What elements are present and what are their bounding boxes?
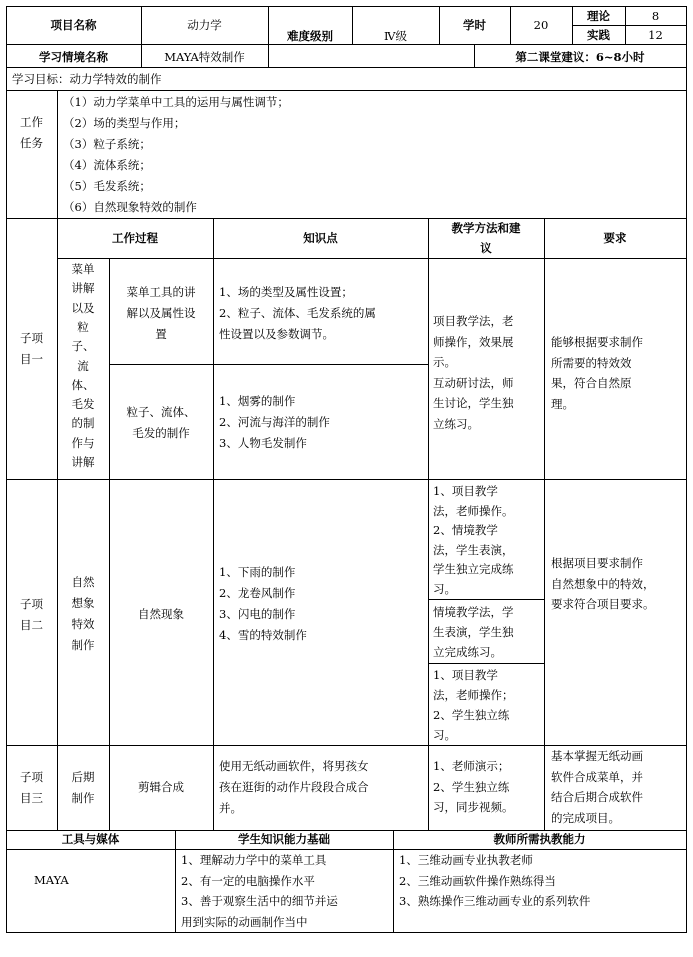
sub1-process-line: 作与 [71,435,95,450]
sub1-process-line: 粒 [77,319,89,334]
col-process-header: 工作过程 [112,231,158,245]
sub1-row1-knowledge-line: 性设置以及参数调节。 [219,327,334,341]
sub2-knowledge-line: 4、雪的特效制作 [219,628,307,642]
sub1-method-line: 互动研讨法，师 [433,375,514,390]
sub1-method-line: 师操作，效果展 [433,334,514,349]
sub3-process-line: 制作 [71,791,95,805]
sub3-knowledge-line: 孩在逛街的动作片段段合成合 [219,780,369,794]
sub3-task: 剪辑合成 [138,780,184,794]
tasks-label-line1: 工作 [20,115,43,129]
sub3-process-line: 后期 [71,770,95,784]
sub1-label-line1: 子项 [20,331,43,345]
sub1-label-line2: 目一 [20,352,43,366]
practice-hours: 12 [648,28,663,42]
sub1-row2-knowledge-line: 1、烟雾的制作 [219,394,296,408]
basis-item-line: 2、有一定的电脑操作水平 [181,873,315,888]
sub1-row1-task-line: 置 [155,327,167,341]
sub1-process-line: 讲解 [71,455,95,469]
sub1-process-line: 毛发 [71,397,95,412]
sub2-method2-line: 生表演，学生独 [433,625,514,639]
col-requirement-header: 要求 [603,231,627,245]
sub2-knowledge-line: 2、龙卷风制作 [219,586,296,600]
sub2-process-line: 自然 [71,575,95,589]
sub2-method3-line: 习。 [433,728,456,742]
sub2-knowledge-line: 3、闪电的制作 [219,607,296,621]
sub1-row2-task-line: 粒子、流体、 [126,405,196,419]
context-label: 学习情境名称 [39,50,108,64]
sub3-requirement-line: 的完成项目。 [551,810,620,825]
sub2-label-line2: 目二 [20,618,43,632]
course-plan-table [6,6,687,933]
sub3-label-line1: 子项 [20,770,43,784]
project-name-label: 项目名称 [50,18,97,32]
sub2-task: 自然现象 [138,607,184,621]
sub2-method1-line: 2、情境教学 [433,523,498,537]
sub3-method-line: 习，同步视频。 [433,800,514,814]
sub3-label-line2: 目三 [20,791,43,805]
practice-label: 实践 [587,28,610,42]
sub2-method3-line: 1、项目教学 [433,668,498,682]
sub2-requirement-line: 自然想象中的特效， [551,576,655,591]
teacher-label: 教师所需执教能力 [493,832,586,846]
sub3-method-line: 1、老师演示； [433,759,510,773]
sub1-requirement-line: 理。 [551,396,574,411]
sub2-label-line1: 子项 [20,597,43,611]
sub1-process-line: 子、 [71,339,95,354]
sub3-requirement-line: 结合后期合成软件 [551,790,643,804]
sub2-method1-line: 法，学生表演， [433,542,514,557]
sub1-row1-task-line: 解以及属性设 [126,306,196,320]
sub1-requirement-line: 所需要的特效效 [551,355,632,370]
border-right [686,6,687,933]
teacher-item-line: 1、三维动画专业执教老师 [399,853,533,867]
col-method-header-line1: 教学方法和建 [451,221,521,235]
sub1-method-line: 立练习。 [433,416,479,431]
task-item-line: （6）自然现象特效的制作 [63,200,197,214]
tasks-label-line2: 任务 [20,136,43,150]
sub2-method2-line: 立完成练习。 [433,645,502,659]
sub3-requirement-line: 基本掌握无纸动画 [551,749,643,763]
second-class-suggestion: 第二课堂建议：6~8小时 [515,50,645,64]
sub2-process-line: 制作 [71,638,95,652]
col-knowledge-header: 知识点 [303,231,338,245]
teacher-item-line: 2、三维动画软件操作熟练得当 [399,873,556,888]
basis-item-line: 3、善于观察生活中的细节并运 [181,894,338,908]
teacher-item-line: 3、熟练操作三维动画专业的系列软件 [399,894,591,908]
sub1-row2-knowledge-line: 2、河流与海洋的制作 [219,415,330,429]
sub1-method-line: 项目教学法，老 [433,314,514,328]
sub3-requirement-line: 软件合成菜单，并 [551,769,643,784]
basis-label: 学生知识能力基础 [238,832,330,846]
sub2-method1-line: 法，老师操作。 [433,503,514,518]
sub1-method-line: 生讨论，学生独 [433,396,514,410]
sub2-process-line: 特效 [71,617,95,631]
sub1-process-line: 体、 [71,377,95,392]
project-name-value: 动力学 [187,18,222,32]
task-item-line: （5）毛发系统； [63,179,151,193]
sub1-row1-knowledge-line: 1、场的类型及属性设置； [219,285,353,299]
context-value: MAYA特效制作 [164,50,245,64]
sub1-row2-task-line: 毛发的制作 [132,426,190,440]
theory-label: 理论 [587,9,610,23]
task-item-line: （1）动力学菜单中工具的运用与属性调节； [63,95,289,109]
hours-value: 20 [533,18,549,32]
col-method-header-line2: 议 [480,241,492,255]
sub1-process-line: 流 [77,358,89,373]
sub2-method1-line: 习。 [433,581,456,596]
sub2-method3-line: 法，老师操作； [433,688,514,702]
sub2-knowledge-line: 1、下雨的制作 [219,565,296,579]
tool-value: MAYA [34,873,69,887]
border-bottom [6,932,687,933]
sub1-row1-knowledge-line: 2、粒子、流体、毛发系统的属 [219,306,376,320]
difficulty-value: Ⅳ级 [384,29,407,43]
sub1-row1-task-line: 菜单工具的讲 [126,285,196,299]
sub1-requirement-line: 能够根据要求制作 [551,335,643,349]
basis-item-line: 1、理解动力学中的菜单工具 [181,853,327,867]
sub2-method1-line: 1、项目教学 [433,484,498,498]
sub1-requirement-line: 果，符合自然原 [551,376,632,390]
sub1-process-line: 以及 [71,300,95,315]
task-item-line: （4）流体系统； [63,158,151,172]
hours-label: 学时 [463,18,486,32]
sub2-method3-line: 2、学生独立练 [433,708,510,722]
sub3-method-line: 2、学生独立练 [433,779,510,794]
learning-objective: 学习目标：动力学特效的制作 [12,72,162,86]
basis-item-line: 用到实际的动画制作当中 [181,914,308,929]
theory-hours: 8 [651,9,660,23]
task-item-line: （3）粒子系统； [63,137,151,151]
sub3-knowledge-line: 使用无纸动画软件，将男孩女 [219,759,369,773]
sub2-method2-line: 情境教学法，学 [433,605,514,619]
sub2-requirement-line: 要求符合项目要求。 [551,597,655,611]
sub2-requirement-line: 根据项目要求制作 [551,556,643,570]
sub2-method1-line: 学生独立完成练 [433,562,514,576]
sub1-process-line: 讲解 [71,281,95,296]
sub1-process-line: 的制 [71,416,95,431]
tools-label: 工具与媒体 [61,832,120,846]
sub3-knowledge-line: 并。 [219,801,242,815]
task-item-line: （2）场的类型与作用； [63,116,186,130]
sub1-row2-knowledge-line: 3、人物毛发制作 [219,436,307,450]
sub1-process-line: 菜单 [71,262,95,276]
sub1-method-line: 示。 [433,355,456,369]
difficulty-label: 难度级别 [287,29,333,43]
sub2-process-line: 想象 [71,596,95,610]
